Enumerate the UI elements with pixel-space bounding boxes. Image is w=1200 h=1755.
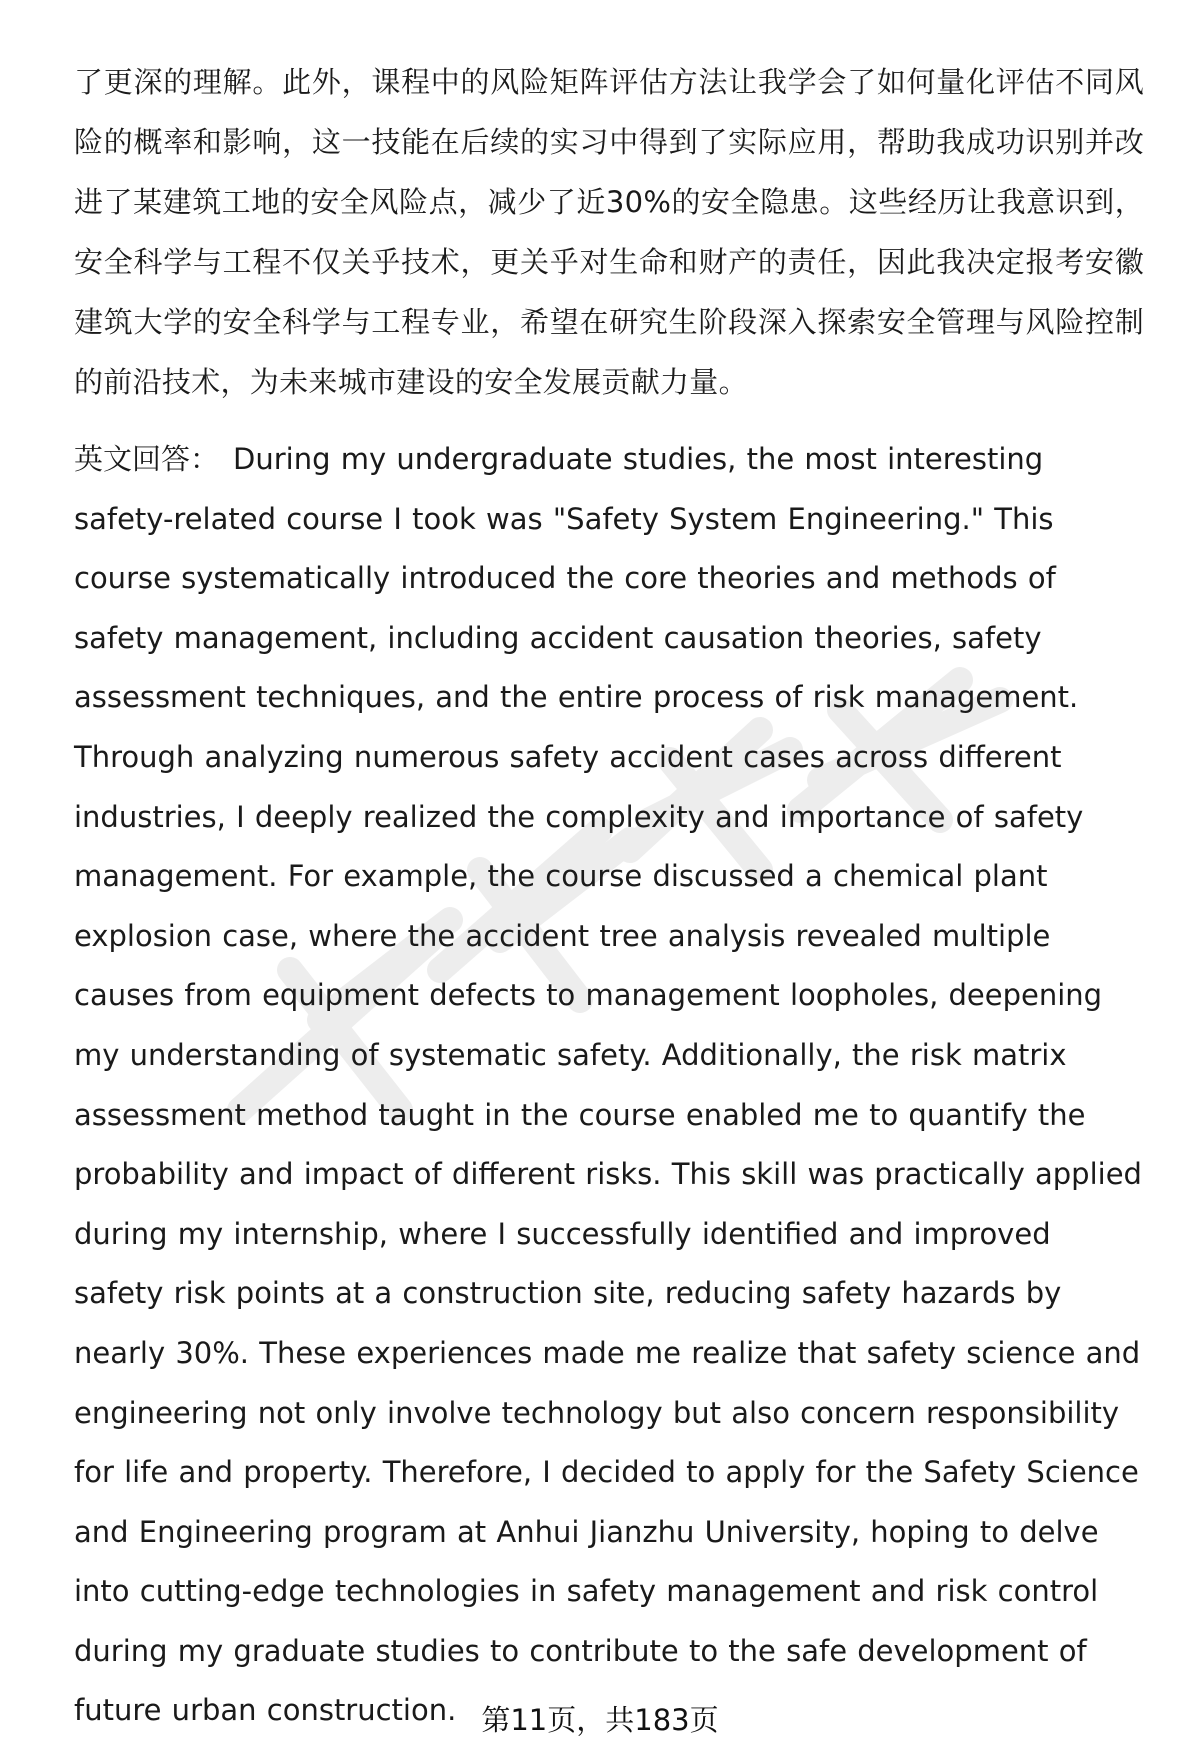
english-answer-text: During my undergraduate studies, the most interesting safety-related course I took was "Safety System Engineering." This course systematically introduced the core theories and methods of safety management, including accident causation theories, safety assessment techniques, and the entire process of risk management. Through analyzing numerous safety accident cases across different industries, I deeply realized the complexity and importance of safety management. For example, the course discussed a chemical plant explosion case, where the accident tree analysis revealed multiple causes from equipment defects to management loopholes, deepening my understanding of systematic safety. Additionally, the risk matrix assessment method taught in the course enabled me to quantify the probability and impact of different risks. This skill was practically applied during my internship, where I successfully identified and improved safety risk points at a construction site, reducing safety hazards by nearly 30%. These experiences made me realize that safety science and engineering not only involve technology but also concern responsibility for life and property. Therefore, I decided to apply for the Safety Science and Engineering program at Anhui Jianzhu University, hoping to delve into cutting-edge technologies in safety management and risk control during my graduate studies to contribute to the safe development of future urban construction.: [74, 442, 1142, 1728]
english-answer-paragraph: [74, 430, 1144, 1741]
english-answer-label: 英文回答：: [74, 442, 220, 476]
chinese-paragraph: 了更深的理解。此外，课程中的风险矩阵评估方法让我学会了如何量化评估不同风险的概率和影响，这一技能在后续的实习中得到了实际应用，帮助我成功识别并改进了某建筑工地的安全风险点，减少了近30%的安全隐患。这些经历让我意识到，安全科学与工程不仅关乎技术，更关乎对生命和财产的责任，因此我决定报考安徽建筑大学的安全科学与工程专业，希望在研究生阶段深入探索安全管理与风险控制的前沿技术，为未来城市建设的安全发展贡献力量。: [74, 65, 1144, 399]
document-body: [74, 52, 1144, 1741]
page-number-footer: 第11页，共183页: [481, 1703, 719, 1737]
